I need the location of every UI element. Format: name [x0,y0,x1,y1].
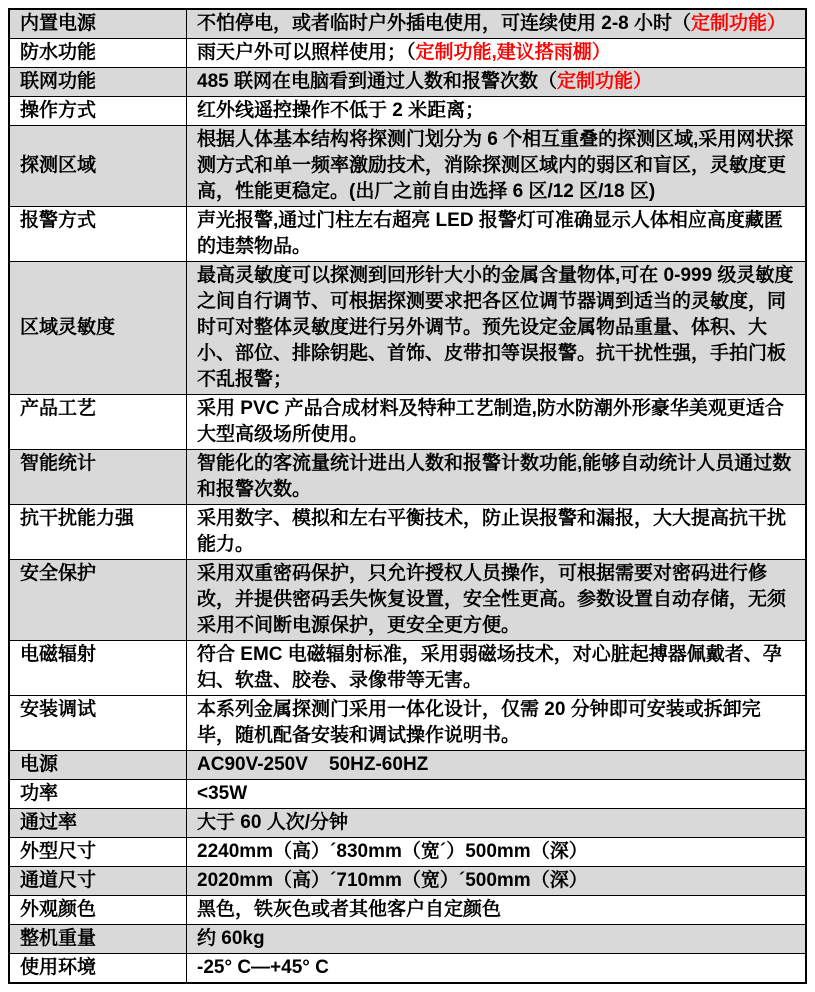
spec-value-cell [187,838,807,867]
highlight-red-text: 定制功能） [556,71,652,92]
spec-text: 本系列金属探测门采用一体化设计，仅需 20 分钟即可安装或拆卸完毕，随机配备安装和调试操作说明书。 [197,699,761,746]
table-row [9,809,806,838]
spec-label-cell: 使用环境 [9,954,187,984]
table-row [9,696,806,751]
spec-label-cell: 功率 [9,780,187,809]
spec-text: 大于 60 人次/分钟 [197,812,348,833]
spec-table-body [9,9,806,983]
table-row [9,560,806,641]
spec-table [8,8,807,984]
spec-text: -25° C—+45° C [197,957,329,978]
table-row [9,780,806,809]
spec-label-cell: 防水功能 [9,39,187,68]
spec-label-cell: 探测区域 [9,126,187,207]
spec-label-cell: 通过率 [9,809,187,838]
spec-text: 黑色，铁灰色或者其他客户自定颜色 [197,899,502,920]
spec-label-cell: 电源 [9,751,187,780]
spec-text: 不怕停电，或者临时户外插电使用，可连续使用 2-8 小时（ [197,13,692,34]
table-row [9,925,806,954]
spec-value-cell [187,126,807,207]
spec-value-cell [187,68,807,97]
spec-value-cell [187,505,807,560]
spec-text: 采用双重密码保护，只允许授权人员操作，可根据需要对密码进行修改，并提供密码丢失恢复设置，安全性更高。参数设置自动存储，无须采用不间断电源保护，更安全更方便。 [197,563,787,636]
spec-text: 红外线遥控操作不低于 2 米距离； [197,100,485,121]
spec-label-cell: 通道尺寸 [9,867,187,896]
spec-text: AC90V-250V 50HZ-60HZ [197,754,429,775]
spec-label-cell: 操作方式 [9,97,187,126]
spec-value-cell [187,751,807,780]
spec-value-cell [187,9,807,39]
table-row [9,751,806,780]
table-row [9,450,806,505]
spec-label-cell: 报警方式 [9,207,187,262]
spec-text: 采用 PVC 产品合成材料及特种工艺制造,防水防潮外形豪华美观更适合大型高级场所使用。 [197,398,784,445]
spec-value-cell [187,780,807,809]
spec-value-cell [187,39,807,68]
table-row [9,97,806,126]
spec-label-cell: 联网功能 [9,68,187,97]
table-row [9,262,806,395]
spec-label-cell: 区域灵敏度 [9,262,187,395]
spec-value-cell [187,954,807,984]
spec-label-cell: 外观颜色 [9,896,187,925]
spec-value-cell [187,262,807,395]
table-row [9,954,806,984]
spec-text: 符合 EMC 电磁辐射标准，采用弱磁场技术，对心脏起搏器佩戴者、孕妇、软盘、胶卷、录像带等无害。 [197,644,782,691]
spec-value-cell [187,207,807,262]
spec-value-cell [187,560,807,641]
spec-text: 2020mm（高）´710mm（宽）´500mm（深） [197,870,588,891]
spec-label-cell: 电磁辐射 [9,641,187,696]
spec-text: 约 60kg [197,928,265,949]
table-row [9,207,806,262]
spec-value-cell [187,867,807,896]
spec-value-cell [187,809,807,838]
highlight-red-text: 定制功能） [691,13,787,34]
spec-label-cell: 内置电源 [9,9,187,39]
table-row [9,867,806,896]
spec-label-cell: 智能统计 [9,450,187,505]
spec-value-cell [187,696,807,751]
spec-label-cell: 整机重量 [9,925,187,954]
spec-text: 雨天户外可以照样使用；（ [197,42,416,63]
table-row [9,896,806,925]
spec-text: 采用数字、模拟和左右平衡技术，防止误报警和漏报，大大提高抗干扰能力。 [197,508,787,555]
spec-label-cell: 外型尺寸 [9,838,187,867]
spec-value-cell [187,97,807,126]
spec-text: <35W [197,783,248,804]
spec-text: 最高灵敏度可以探测到回形针大小的金属含量物体,可在 0-999 级灵敏度之间自行调节、可根据探测要求把各区位调节器调到适当的灵敏度，同时可对整体灵敏度进行另外调节。预先设定金属物品重量、体积、大小、部位、排除钥匙、首饰、皮带扣等误报警。抗干扰性强，手拍门板不乱报警； [197,265,794,390]
table-row [9,641,806,696]
table-row [9,395,806,450]
table-row [9,505,806,560]
spec-label-cell: 安装调试 [9,696,187,751]
spec-text: 485 联网在电脑看到通过人数和报警次数（ [197,71,557,92]
spec-value-cell [187,395,807,450]
spec-value-cell [187,450,807,505]
table-row [9,68,806,97]
table-row [9,838,806,867]
table-row [9,126,806,207]
spec-text: 2240mm（高）´830mm（宽´）500mm（深） [197,841,588,862]
spec-label-cell: 安全保护 [9,560,187,641]
table-row [9,9,806,39]
spec-label-cell: 产品工艺 [9,395,187,450]
spec-text: 根据人体基本结构将探测门划分为 6 个相互重叠的探测区域,采用网状探测方式和单一频率激励技术，消除探测区域内的弱区和盲区，灵敏度更高，性能更稳定。(出厂之前自由选择 6 区/12 区/18 区) [197,129,794,202]
spec-text: 智能化的客流量统计进出人数和报警计数功能,能够自动统计人员通过数和报警次数。 [197,453,792,500]
spec-value-cell [187,896,807,925]
spec-text: 声光报警,通过门柱左右超亮 LED 报警灯可准确显示人体相应高度藏匿的违禁物品。 [197,210,783,257]
spec-label-cell: 抗干扰能力强 [9,505,187,560]
spec-value-cell [187,925,807,954]
highlight-red-text: 定制功能,建议搭雨棚） [415,42,611,63]
table-row [9,39,806,68]
spec-value-cell [187,641,807,696]
